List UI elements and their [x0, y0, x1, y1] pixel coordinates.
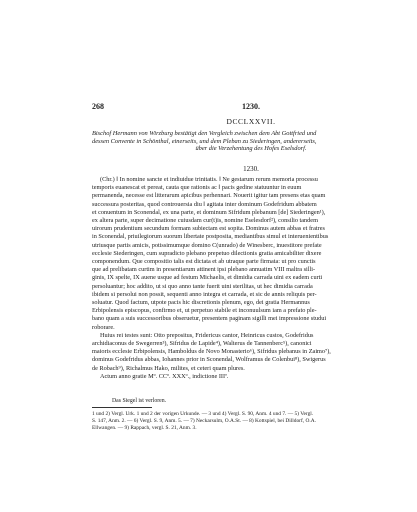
- footnotes: [92, 411, 410, 432]
- rubric-year: 1230.: [243, 165, 259, 173]
- witness-line: archidiaconus de Swegerren³), Sifridus de Lapide⁴), Walterus de Tannenberc⁵), canonici: [92, 340, 312, 348]
- body-line: ecclesie Siederingen, cum supradicto plebano prepetuo dilectionis gratia amicabiliter dixere: [92, 249, 322, 257]
- footnote-divider: [92, 407, 152, 408]
- body-line: componendum. Que compositio talis est dictata et ab utraque parte firmata: ut pro cunctis: [92, 258, 316, 266]
- body-line: in Sconendal, priuilegiorum suorum libertate postposita, mediantibus simul et interuenientibus: [92, 233, 329, 241]
- header-year: 1230.: [242, 102, 260, 111]
- body-line: ibidem si persolui non possit, sequenti anno integra et carrada, et sic de annis reliquis per-: [92, 290, 317, 298]
- body-line: bano quam a suis successoribus obseruetur, presentem paginam sigilli mei impressione studui: [92, 315, 327, 323]
- seal-note: Das Siegel ist verloren.: [112, 398, 167, 404]
- body-line: successura posteritas, quod controuersia diu ‖ agitata inter dominum Godefridum abbatem: [92, 200, 317, 208]
- page-number: 268: [92, 102, 104, 111]
- body-line: roborare.: [92, 323, 115, 331]
- body-line: Erbipolensis episcopus, confirmo et, ut perpetuo stabile et inconuulsum iam a prefato ple-: [92, 307, 317, 315]
- document-body: [92, 176, 410, 381]
- body-line: que ad prelibatam curtim in presentiarum attinent ipsi plebano annuatim VIII maltra silli-: [92, 266, 316, 274]
- body-line: soluatur. Quod factum, utpote pacis hic discretionis plenum, ego, dei gratia Hermannus: [92, 299, 310, 307]
- body-line: et conuentum in Sconendal, ex una parte, et dominum Sifridum plebanum [de] Siederingen¹),: [92, 208, 326, 216]
- footnote-line: Ellwangen. — 9) Rappach, vergl. S. 21, Anm. 3.: [92, 425, 197, 431]
- document-number: DCCLXXVII.: [226, 117, 276, 126]
- footnote-line: S. 147, Anm. 2. — 6) Vergl. S. 9, Anm. 5. — 7) Neckarsulm, O.A.St. — 8) Kottspiel, bei Dilldorf, O.A.: [92, 418, 316, 424]
- witness-line: Huius rei testes sunt: Otto prepositus, Fridericus cantor, Heinricus custos, Godefridus: [100, 331, 314, 339]
- body-line: persoluantur; hoc addito, ut si quo anno tante fuerit uini sterilitas, ut hec dimidia carrada: [92, 282, 313, 290]
- page-header: [92, 102, 410, 114]
- body-line: ex altera parte, super decimatione cuiusdam cur(t)is, nomine Eselesdorf²), consilio tandem: [92, 217, 318, 225]
- witness-line: dominus Godefridus abbas, Iohannes prior in Sconendal, Wolframus de Colenbui⁸), Swigerus: [92, 356, 326, 364]
- footnote-line: 1 und 2) Vergl. Urk. 1 und 2 der vorigen Urkunde. — 3 und 4) Vergl. S. 90, Anm. 4 und 7. — 5) Vergl.: [92, 411, 314, 417]
- rubric-line: dessen Convente in Schönthal, einerseits, und dem Pleban zu Siederingen, andererseits,: [92, 137, 317, 145]
- body-line: ginis, IX spelte, IX auene usque ad festum Michaelis, et dimidia carrada uini ex eadem curti: [92, 274, 323, 282]
- witness-line: de Robach⁹), Richalmus Hako, milites, et ceteri quam plures.: [92, 364, 245, 372]
- body-line: temporis euanescat et pereat, cauta que rationis ac ‖ pacis gedine statuuntur in euum: [92, 184, 302, 192]
- body-line: uirorum prudentium secundum formam subiectam est sopita. Dominus autem abbas et fratres: [92, 225, 325, 233]
- witness-line: maioris ecclesie Erbipolensis, Hamboldus de Novo Monasterio⁶), Sifridus plebanus in Zaimo⁷),: [92, 348, 331, 356]
- body-line: utriusque partis amicis, potissimumque domino C(unrado) de Winesberc, inuestitore prefate: [92, 241, 322, 249]
- body-line: (Chr.) ‖ In nomine sancte et indiuidue trinitatis. ‖ Ne gestarum rerum memoria processu: [100, 176, 318, 183]
- body-line: permanenda, necesse est litterarum apicibus perhennari. Nouerit igitur tam presens etas quam: [92, 192, 326, 200]
- rubric-line: über die Verzehentung des Hofes Eselsdorf.: [195, 145, 307, 153]
- dating-line: Actum anno gratie Mº. CCº. XXXº., indictione IIIª.: [100, 372, 229, 380]
- rubric-line: Bischof Hermann von Wirzburg bestätigt den Vergleich zwischen dem Abt Gottfried und: [92, 130, 317, 137]
- rubric: [92, 130, 410, 153]
